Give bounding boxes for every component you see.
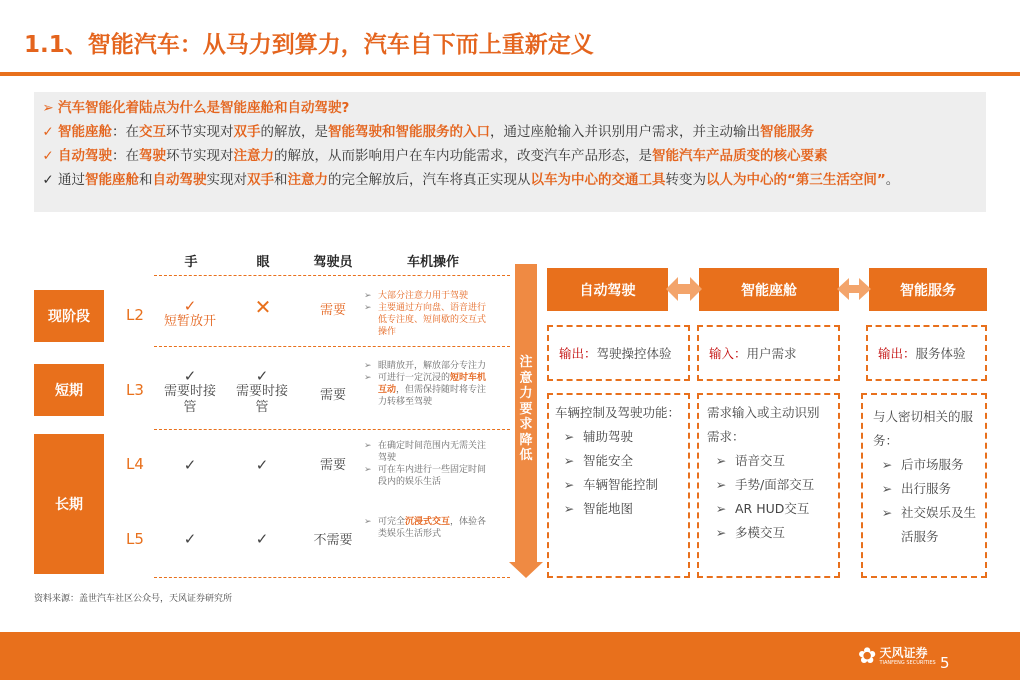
bullet-icon: ➢ — [715, 525, 727, 540]
bullet-icon: ➢ — [364, 517, 372, 527]
arrow-bullet-icon: ➢ — [42, 100, 54, 116]
header-operations: 车机操作 — [406, 255, 459, 270]
row-divider — [154, 577, 510, 578]
title-divider — [0, 72, 1020, 76]
output-service-experience: 输出： 服务体验 — [866, 325, 987, 381]
intro-text-segment: 和 — [274, 172, 288, 188]
bullet-icon: ➢ — [364, 291, 372, 301]
intro-text-segment: 智能服务 — [760, 124, 814, 140]
stage-short: 短期 — [34, 364, 104, 416]
intro-text-segment: 以车为中心的交通工具 — [530, 172, 666, 188]
attention-label: 注意力要求降低 — [519, 355, 533, 463]
level-l3: L3 — [126, 381, 144, 399]
bullet-icon: ➢ — [881, 457, 893, 472]
level-l4: L4 — [126, 455, 144, 473]
double-arrow-icon — [664, 274, 704, 304]
bullet-icon: ➢ — [563, 429, 575, 444]
l2-hand-text: 短暂放开 — [163, 314, 216, 329]
header-eye: 眼 — [256, 255, 270, 270]
intro-text-segment: 以人为中心的“第三生活空间” — [706, 172, 886, 188]
intro-text-segment: 智能座舱 — [85, 172, 139, 188]
bullet-icon: ➢ — [563, 453, 575, 468]
row-divider — [154, 275, 510, 276]
l2-hand — [150, 298, 230, 330]
check-icon: ✓ — [255, 456, 269, 474]
cabin-interaction-list: 需求输入或主动识别需求： ➢ 语音交互 ➢ 手势/面部交互 ➢ AR HUD交互 ➢ 多模交互 — [697, 393, 840, 578]
intro-text-segment: 双手 — [247, 172, 274, 188]
intro-text-segment: 智能汽车产品质变的核心要素 — [652, 148, 828, 164]
box-autonomous-driving: 自动驾驶 — [547, 268, 668, 311]
stage-long: 长期 — [34, 434, 104, 574]
box-smart-service: 智能服务 — [869, 268, 987, 311]
bullet-icon: ➢ — [364, 303, 372, 313]
output-driving-experience: 输出： 驾驶操控体验 — [547, 325, 690, 381]
l3-notes: ➢ 眼睛放开，解放部分专注力 ➢ 可进行一定沉浸的短时车机互动，但需保持随时将专注力转移至驾驶 — [364, 361, 487, 407]
page-number: 5 — [940, 654, 950, 672]
bullet-icon: ➢ — [364, 441, 372, 451]
l3-hand-text: 需要时接管 — [163, 384, 216, 415]
check-bullet-icon: ✓ — [42, 124, 54, 140]
header-hand: 手 — [184, 255, 198, 270]
intro-text-segment: 通过 — [58, 172, 85, 188]
bullet-icon: ➢ — [715, 477, 727, 492]
intro-panel — [34, 92, 986, 212]
intro-text-segment: 和 — [139, 172, 153, 188]
intro-line — [38, 120, 976, 144]
check-icon: ✓ — [255, 530, 269, 548]
bullet-icon: ➢ — [364, 361, 372, 371]
intro-text-segment: ：在 — [112, 148, 139, 164]
row-divider — [154, 346, 510, 347]
bullet-icon: ➢ — [563, 477, 575, 492]
intro-text-segment: 注意力 — [287, 172, 328, 188]
intro-text-segment: 。 — [885, 172, 900, 188]
intro-text-segment: 自动驾驶 — [152, 172, 207, 188]
flower-logo-icon: ✿ — [858, 644, 877, 669]
l3-eye-text: 需要时接管 — [235, 384, 288, 415]
intro-text-segment: 环节实现对 — [166, 148, 234, 164]
intro-text-segment: 智能座舱 — [58, 124, 112, 140]
l2-driver: 需要 — [319, 303, 346, 318]
intro-text-segment: 的解放，是 — [260, 124, 328, 140]
intro-text-segment: 驾驶 — [139, 148, 166, 164]
brand-logo: ✿ 天风证券 TIANFENG SECURITIES — [858, 644, 936, 669]
check-icon: ✓ — [183, 530, 197, 548]
source-note: 资料来源：盖世汽车社区公众号，天风证券研究所 — [34, 594, 233, 604]
down-arrow-icon — [509, 562, 543, 578]
page-title: 1.1、智能汽车：从马力到算力，汽车自下而上重新定义 — [24, 32, 594, 58]
level-l5: L5 — [126, 530, 144, 548]
intro-text-segment: 交互 — [139, 124, 166, 140]
check-icon: ✓ — [183, 367, 197, 385]
intro-text-segment: 环节实现对 — [166, 124, 234, 140]
stage-current: 现阶段 — [34, 290, 104, 342]
l2-notes: ➢ 大部分注意力用于驾驶 ➢ 主要通过方向盘、语音进行低专注度、短间歇的交互式操作 — [364, 291, 487, 337]
row-divider — [154, 429, 510, 430]
box-smart-cabin: 智能座舱 — [699, 268, 839, 311]
check-bullet-icon: ✓ — [42, 172, 54, 188]
cross-icon: ✕ — [254, 295, 272, 319]
l4-notes: ➢ 在确定时间范围内无需关注驾驶 ➢ 可在车内进行一些固定时间段内的娱乐生活 — [364, 441, 487, 487]
intro-text-segment: 实现对 — [206, 172, 247, 188]
check-bullet-icon: ✓ — [42, 148, 54, 164]
l4-driver: 需要 — [319, 458, 346, 473]
intro-text-segment: 自动驾驶 — [58, 148, 112, 164]
intro-text-segment: 双手 — [233, 124, 261, 140]
intro-line — [38, 144, 976, 168]
level-l2: L2 — [126, 306, 144, 324]
intro-line — [38, 96, 976, 120]
l3-eye — [222, 368, 302, 416]
intro-text-segment: 转变为 — [665, 172, 706, 188]
input-user-needs: 输入： 用户需求 — [697, 325, 840, 381]
l3-hand — [150, 368, 230, 416]
ad-function-list: 车辆控制及驾驶功能： ➢ 辅助驾驶 ➢ 智能安全 ➢ 车辆智能控制 ➢ 智能地图 — [547, 393, 690, 578]
l5-notes: ➢ 可完全沉浸式交互，体验各类娱乐生活形式 — [364, 517, 487, 539]
header-driver: 驾驶员 — [313, 255, 353, 270]
bullet-icon: ➢ — [715, 453, 727, 468]
right-arrow-icon — [835, 277, 873, 301]
intro-text-segment: 注意力 — [233, 148, 274, 164]
bullet-icon: ➢ — [364, 465, 372, 475]
check-icon: ✓ — [183, 456, 197, 474]
bullet-icon: ➢ — [563, 501, 575, 516]
intro-text-segment: 汽车智能化着陆点为什么是智能座舱和自动驾驶? — [58, 100, 350, 116]
intro-text-segment: ，通过座舱输入并识别用户需求，并主动输出 — [490, 124, 760, 140]
bullet-icon: ➢ — [881, 505, 893, 520]
l3-driver: 需要 — [319, 388, 346, 403]
bullet-icon: ➢ — [364, 373, 372, 383]
l5-driver: 不需要 — [313, 533, 353, 548]
intro-text-segment: 的解放，从而影响用户在车内功能需求，改变汽车产品形态，是 — [274, 148, 652, 164]
intro-text-segment: 的完全解放后，汽车将真正实现从 — [328, 172, 531, 188]
check-icon: ✓ — [183, 297, 197, 315]
service-list: 与人密切相关的服务： ➢ 后市场服务 ➢ 出行服务 ➢ 社交娱乐及生活服务 — [861, 393, 987, 578]
intro-text-segment: 智能驾驶和智能服务的入口 — [328, 124, 490, 140]
bullet-icon: ➢ — [881, 481, 893, 496]
check-icon: ✓ — [255, 367, 269, 385]
intro-text-segment: ：在 — [112, 124, 139, 140]
intro-line — [38, 168, 976, 192]
bullet-icon: ➢ — [715, 501, 727, 516]
